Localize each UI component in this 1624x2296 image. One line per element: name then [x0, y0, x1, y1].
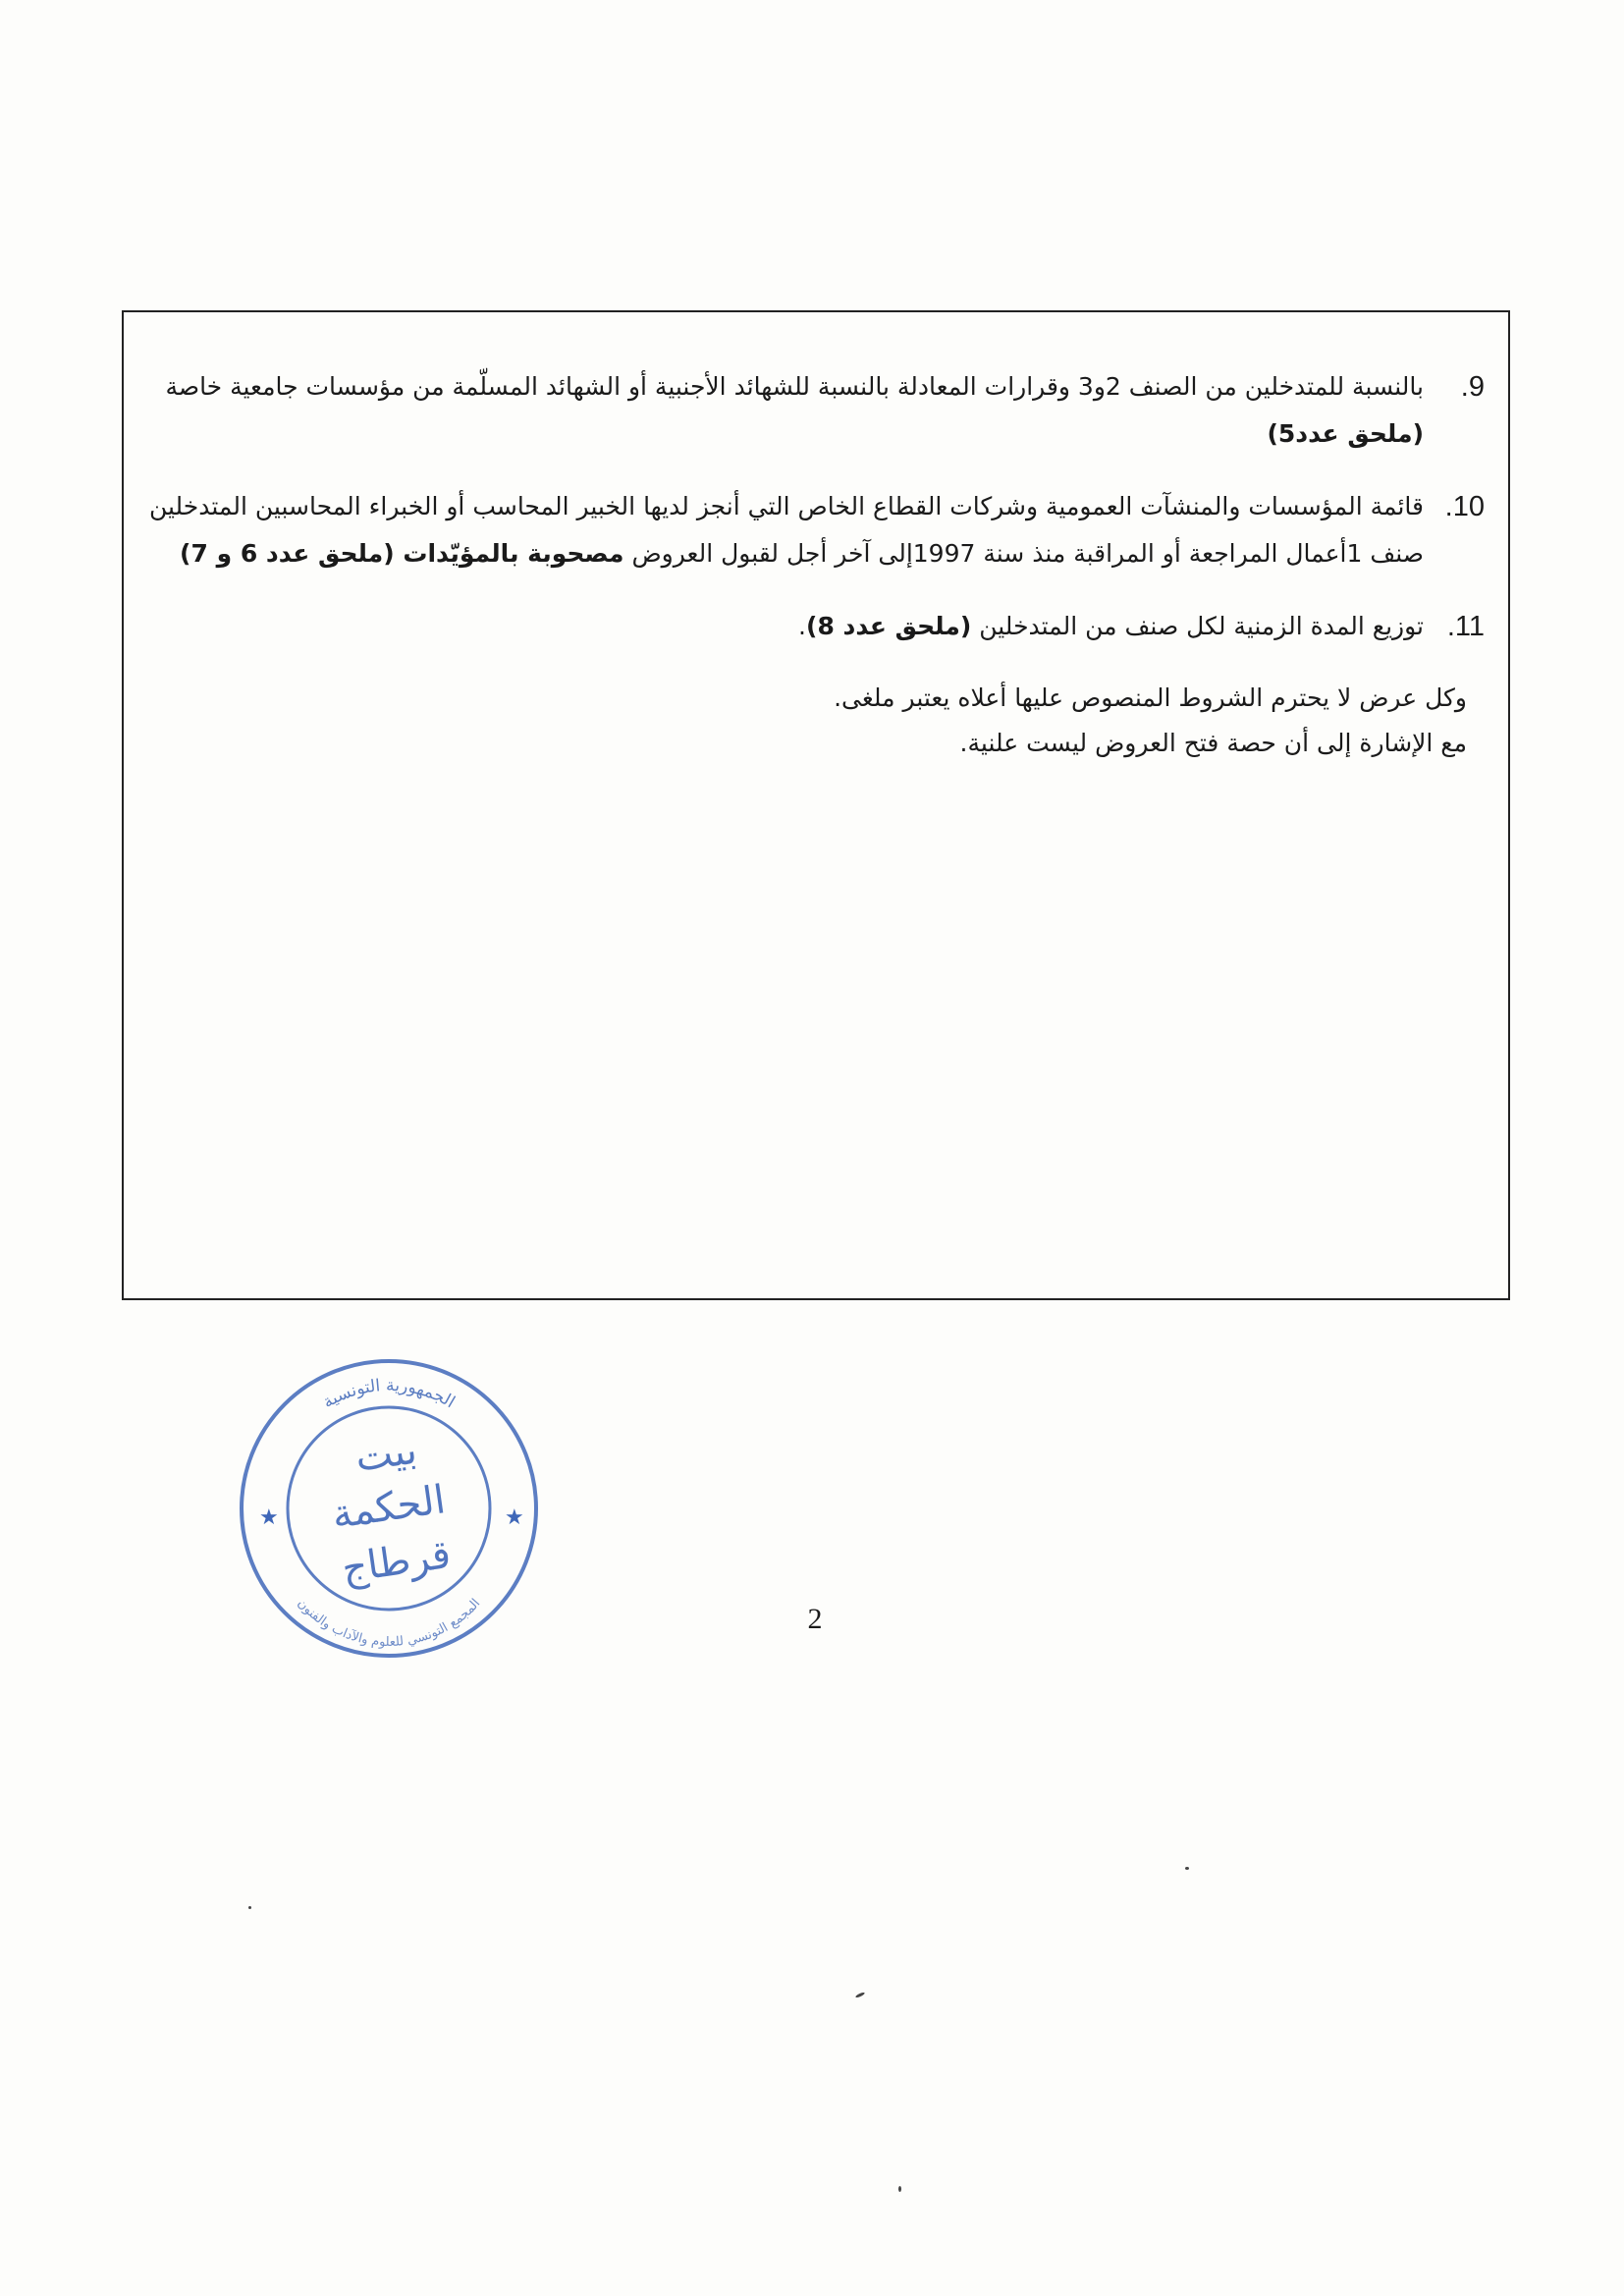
item-annex-reference: مصحوبة بالمؤيّدات (ملحق عدد 6 و 7) [180, 539, 624, 568]
stamp-center-line-1: بيت [352, 1427, 420, 1481]
item-text: قائمة المؤسسات والمنشآت العمومية وشركات القطاع الخاص التي أنجز لديها الخبير المحاسب أو الخبراء المحاسبين المتدخلين [148, 492, 1424, 520]
item-number: 11. [1446, 611, 1485, 642]
item-text-regular: توزيع المدة الزمنية لكل صنف من المتدخلين [971, 612, 1424, 640]
item-text-continued [137, 530, 1424, 577]
scan-speck [855, 1992, 865, 1998]
list-item-11 [137, 603, 1485, 650]
item-number: 10. [1444, 491, 1485, 522]
item-annex-reference: (ملحق عدد5) [1267, 419, 1424, 448]
item-text-end: . [798, 612, 806, 640]
scan-speck [1185, 1867, 1189, 1870]
list-item-10 [137, 483, 1485, 577]
note-rejection: وكل عرض لا يحترم الشروط المنصوص عليها أعلاه يعتبر ملغى. [834, 683, 1467, 712]
scan-speck [248, 1906, 251, 1909]
stamp-bottom-text: المجمع التونسي للعلوم والآداب والفنون [294, 1596, 484, 1650]
official-stamp [232, 1351, 546, 1666]
list-item-9 [137, 363, 1485, 458]
note-closed-session: مع الإشارة إلى أن حصة فتح العروض ليست علنية. [959, 729, 1467, 757]
document-body [137, 363, 1485, 766]
item-number: 9. [1460, 371, 1485, 403]
stamp-center-line-3: قرطاج [339, 1531, 454, 1592]
star-right-icon: ★ [505, 1505, 524, 1530]
stamp-center-line-2: الحكمة [329, 1477, 449, 1538]
stamp-top-text: الجمهورية التونسية [319, 1375, 459, 1413]
star-left-icon: ★ [259, 1505, 279, 1530]
scan-speck [898, 2186, 901, 2192]
page-number: 2 [807, 1603, 823, 1635]
item-text [137, 603, 1424, 650]
item-text: بالنسبة للمتدخلين من الصنف 2و3 وقرارات المعادلة بالنسبة للشهائد الأجنبية أو الشهائد المسلّمة من مؤسسات جامعية خاصة [165, 372, 1424, 401]
item-annex-reference: (ملحق عدد 8) [806, 612, 972, 640]
item-text-regular: صنف 1أعمال المراجعة أو المراقبة منذ سنة 1997إلى آخر أجل لقبول العروض [623, 539, 1424, 568]
stamp-seal-icon [232, 1351, 546, 1666]
